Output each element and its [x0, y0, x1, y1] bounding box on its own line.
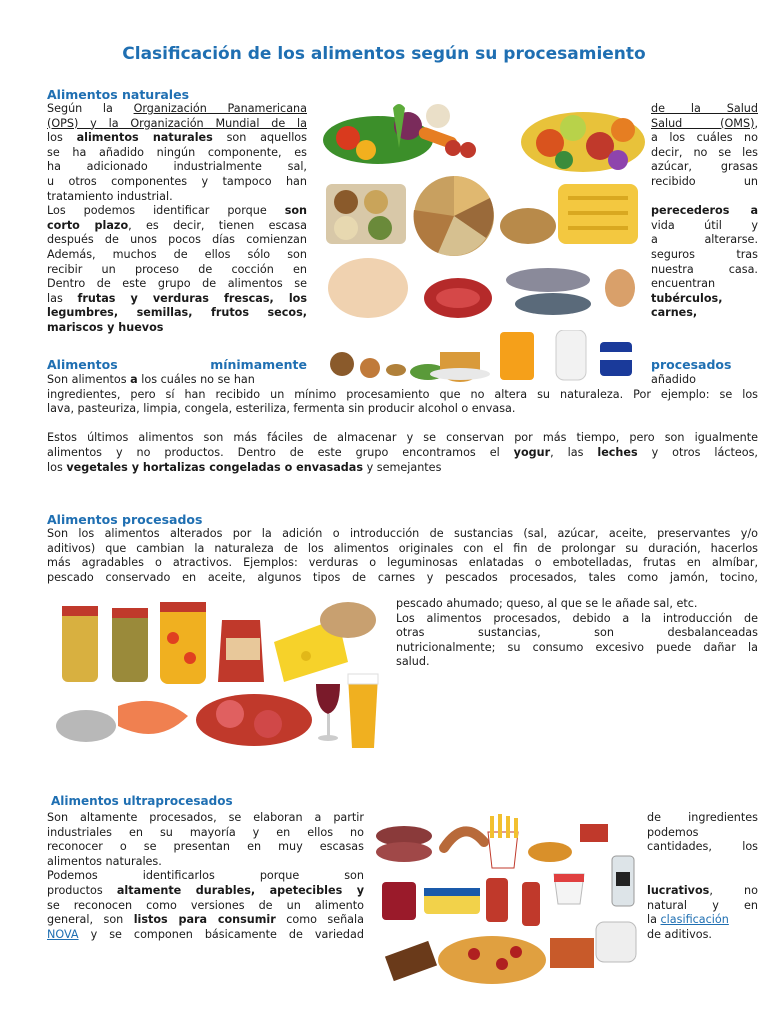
- ops-link[interactable]: Organización Panamericana: [133, 102, 307, 115]
- ultra-left-text: Son altamente procesados, se elaboran a partir industriales en su mayoría y en ellos no reconocer o se presentan en muy escasas alimentos naturales. Podemos identificarlos porque son productos altamente durables, apetecibles y se reconocen como versiones de un alimento general, son listos para consumir como señala NOVA y se componen básicamente de variedad: [47, 811, 364, 941]
- minimal-heading-end: procesados: [651, 357, 732, 372]
- oms-link[interactable]: Salud (OMS): [651, 116, 755, 130]
- processed-text: Son los alimentos alterados por la adición o introducción de sustancias (sal, azúcar, aceite, preservantes y/o aditivos) que cambian la naturaleza de los alimentos originales con el fin de prolongar su duración, hacerlos más agradables o atractivos. Ejemplos: verduras o leguminosas enlatadas o embotelladas, frutas en almíbar, pescado conservado en aceite, algunos tipos de carnes y pescados procesados, tales como jamón, tocino,: [47, 527, 758, 584]
- ultra-heading: Alimentos ultraprocesados: [51, 794, 233, 808]
- processed-heading: Alimentos procesados: [47, 512, 203, 527]
- natural-heading: Alimentos naturales: [47, 87, 190, 102]
- clasificacion-link[interactable]: clasificación: [660, 913, 729, 927]
- processed-right-text: pescado ahumado; queso, al que se le añade sal, etc. Los alimentos procesados, debido a la introducción de otras sustancias, son desbalanceadas nutricionalmente; su consumo excesivo puede dañar la salud.: [396, 597, 758, 669]
- minimal-text: Son alimentos a los cuáles no se han añadido ingredientes, pero sí han recibido un mínimo procesamiento que no altera su naturaleza. Por ejemplo: se los lava, pasteuriza, limpia, congela, esteriliza, fermenta sin producir alcohol o envasa. Estos últimos alimentos son más fáciles de almacenar y se conservan por más tiempo, pero son igualmente alimentos y no productos. Dentro de este grupo encontramos el yogur, las leches y otros lácteos, los vegetales y hortalizas congeladas o envasadas y semejantes: [47, 373, 758, 474]
- natural-foods-image: [318, 98, 648, 344]
- nova-link[interactable]: NOVA: [47, 927, 79, 941]
- ultra-right-text: de ingredientes podemos cantidades, los lucrativos, no natural y en la clasificación de aditivos.: [647, 811, 758, 941]
- ultraprocessed-foods-image: [374, 812, 642, 992]
- minimal-heading: Alimentos mínimamente: [47, 357, 307, 372]
- natural-right-text: de la Salud Salud (OMS), a los cuáles no decir, no se les azúcar, grasas recibido un perecederos a vida útil y a alterarse. seguros tras nuestra casa. encuentran tubérculos, carnes,: [651, 102, 758, 320]
- page-title: Clasificación de los alimentos según su procesamiento: [122, 44, 646, 64]
- natural-left-text: Según la Organización Panamericana (OPS) y la Organización Mundial de la los alimentos naturales son aquellos se ha añadido ningún componente, es ha adicionado industrialmente sal, u otros componentes y tampoco han tratamiento industrial. Los podemos identificar porque son corto plazo, es decir, tienen escasa después de unos pocos días comienzan Además, muchos de ellos sólo son recibir un proceso de cocción en Dentro de este grupo de alimentos se las frutas y verduras frescas, los legumbres, semillas, frutos secos, mariscos y huevos: [47, 102, 307, 334]
- processed-foods-image: [48, 598, 386, 758]
